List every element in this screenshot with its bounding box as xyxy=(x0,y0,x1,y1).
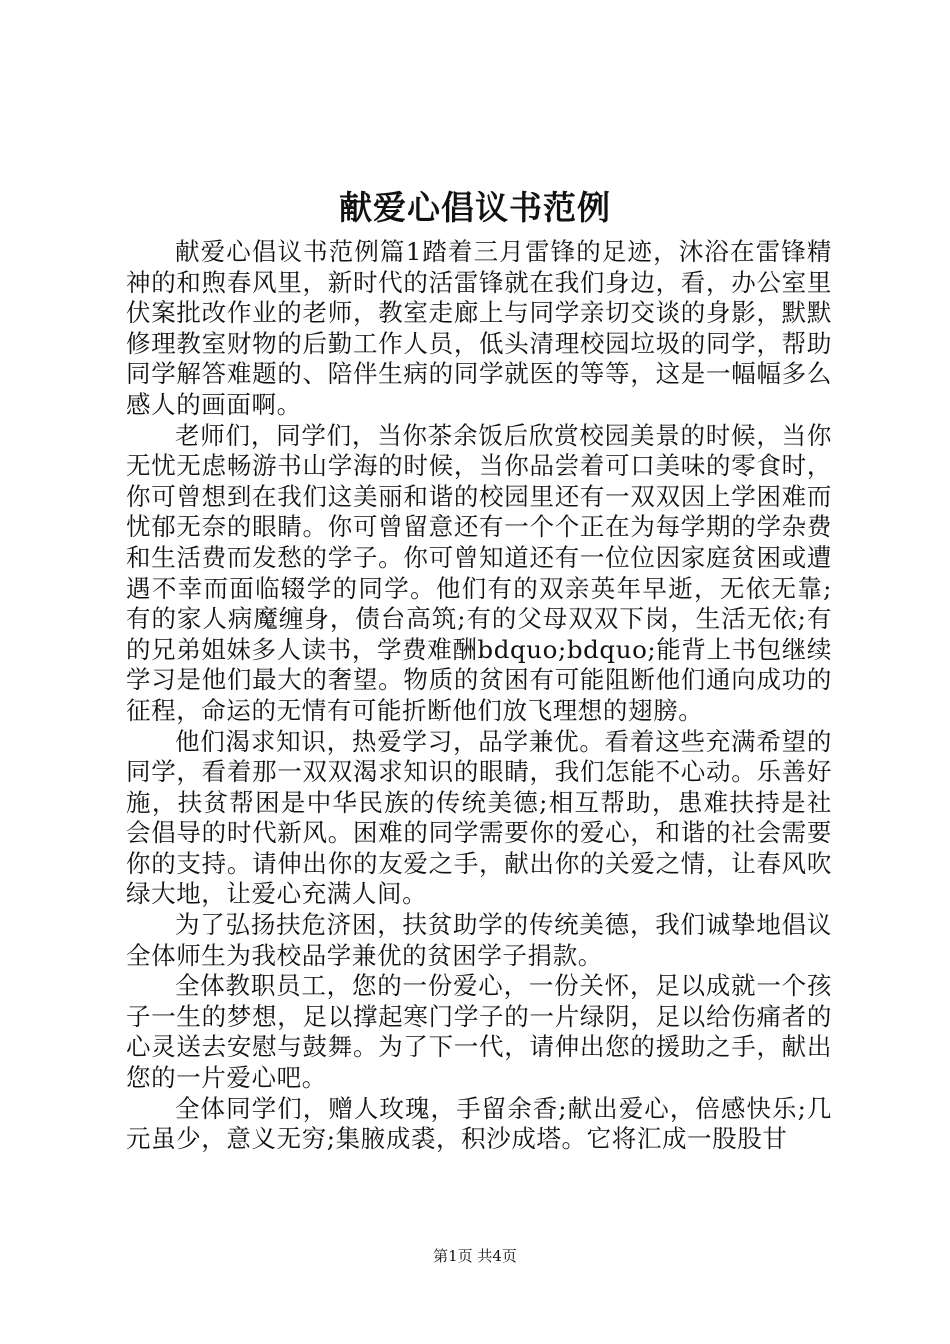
paragraph-6: 全体同学们，赠人玫瑰，手留余香;献出爱心，倍感快乐;几元虽少，意义无穷;集腋成裘，积沙成塔。它将汇成一股股甘 xyxy=(126,1093,832,1154)
paragraph-5: 全体教职员工，您的一份爱心，一份关怀，足以成就一个孩子一生的梦想，足以撑起寒门学子的一片绿阴，足以给伤痛者的心灵送去安慰与鼓舞。为了下一代，请伸出您的援助之手，献出您的一片爱心吧。 xyxy=(126,971,832,1093)
paragraph-1: 献爱心倡议书范例篇1踏着三月雷锋的足迹，沐浴在雷锋精神的和煦春风里，新时代的活雷锋就在我们身边，看，办公室里伏案批改作业的老师，教室走廊上与同学亲切交谈的身影，默默修理教室财物的后勤工作人员，低头清理校园垃圾的同学，帮助同学解答难题的、陪伴生病的同学就医的等等，这是一幅幅多么感人的画面啊。 xyxy=(126,237,832,419)
document-body xyxy=(126,237,832,1155)
paragraph-2: 老师们，同学们，当你茶余饭后欣赏校园美景的时候，当你无忧无虑畅游书山学海的时候，当你品尝着可口美味的零食时，你可曾想到在我们这美丽和谐的校园里还有一双双因上学困难而忧郁无奈的眼睛。你可曾留意还有一个个正在为每学期的学杂费和生活费而发愁的学子。你可曾知道还有一位位因家庭贫困或遭遇不幸而面临辍学的同学。他们有的双亲英年早逝，无依无靠;有的家人病魔缠身，债台高筑;有的父母双双下岗，生活无依;有的兄弟姐妹多人读书，学费难酬bdquo;bdquo;能背上书包继续学习是他们最大的奢望。物质的贫困有可能阻断他们通向成功的征程，命运的无情有可能折断他们放飞理想的翅膀。 xyxy=(126,420,832,725)
paragraph-3: 他们渴求知识，热爱学习，品学兼优。看着这些充满希望的同学，看着那一双双渴求知识的眼睛，我们怎能不心动。乐善好施，扶贫帮困是中华民族的传统美德;相互帮助，患难扶持是社会倡导的时代新风。困难的同学需要你的爱心，和谐的社会需要你的支持。请伸出你的友爱之手，献出你的关爱之情，让春风吹绿大地，让爱心充满人间。 xyxy=(126,726,832,909)
page-footer: 第1页 共4页 xyxy=(433,1247,517,1265)
document-title: 献爱心倡议书范例 xyxy=(339,188,611,227)
paragraph-4: 为了弘扬扶危济困，扶贫助学的传统美德，我们诚挚地倡议全体师生为我校品学兼优的贫困学子捐款。 xyxy=(126,910,832,970)
